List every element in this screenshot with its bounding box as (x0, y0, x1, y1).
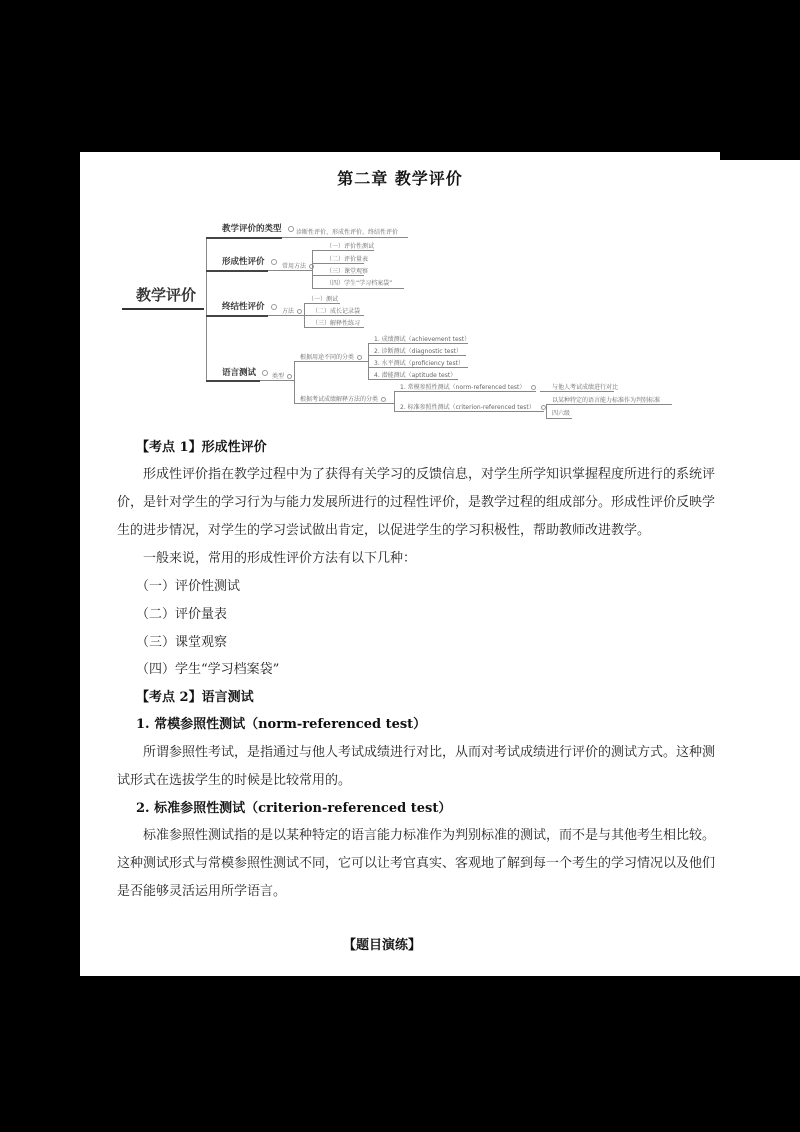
purpose-item: 2. 诊断测试（diagnostic test） (374, 348, 462, 355)
section1-intro: 一般来说，常用的形成性评价方法有以下几种： (143, 551, 417, 566)
leaf-underline (294, 403, 394, 404)
formative-item: （二）评价量表 (326, 256, 369, 263)
leaf-underline (304, 315, 364, 316)
leaf-underline (312, 288, 404, 289)
collapse-circle-icon (297, 309, 302, 314)
norm-referenced-paragraph: 所谓参照性考试，是指通过与他人考试成绩进行对比，从而对考试成绩进行评价的测试方式。这种测试形式在选拔学生的时候是比较常用的。 (117, 745, 716, 788)
leaf-underline (368, 355, 466, 356)
method-item: （二）评价量表 (136, 607, 228, 622)
formative-sub-label: 常用方法 (282, 261, 314, 270)
collapse-circle-icon (357, 355, 362, 360)
leaf-underline (260, 380, 294, 381)
leaf-underline (394, 411, 544, 412)
collapse-circle-icon (262, 370, 268, 376)
criterion-referenced-item: 2. 标准参照性测试（criterion-referenced test） (400, 402, 546, 411)
branch-summative: 终结性评价 (222, 300, 277, 312)
mind-map (0, 0, 800, 430)
leaf-underline (312, 250, 374, 251)
type-connector (294, 361, 295, 403)
root-connector (206, 237, 207, 380)
purpose-item: 1. 成绩测试（achievement test） (374, 336, 471, 343)
section1-heading: 【考点 1】形成性评价 (136, 440, 267, 455)
summative-sub-label: 方法 (282, 306, 302, 315)
branch-types: 教学评价的类型 (222, 222, 294, 234)
leaf-underline (546, 404, 672, 405)
criterion-referenced-heading: 2. 标准参照性测试（criterion-referenced test） (136, 801, 452, 816)
formative-connector (312, 250, 313, 288)
method-item: （一）评价性测试 (136, 579, 241, 594)
leaf-underline (294, 361, 368, 362)
mindmap-root: 教学评价 (136, 286, 197, 304)
branch-underline (206, 270, 268, 272)
criterion-note: 以某种特定的语言能力标准作为判别标准 (552, 397, 661, 404)
norm-note: 与他人考试成绩进行对比 (552, 384, 619, 391)
section2-heading: 【考点 2】语言测试 (136, 690, 254, 705)
collapse-circle-icon (271, 259, 277, 265)
formative-item: （一）评价性测试 (326, 243, 375, 250)
criterion-connector (546, 404, 547, 418)
collapse-circle-icon (531, 385, 536, 390)
branch-underline (206, 237, 282, 239)
leaf-underline (546, 418, 572, 419)
purpose-item: 3. 水平测试（proficiency test） (374, 360, 464, 367)
summative-item: （一）测试 (308, 296, 339, 303)
types-leaf: 诊断性评价、形成性评价、终结性评价 (296, 229, 399, 236)
group-by-interpretation: 根据考试成绩解释方法的分类 (300, 394, 386, 403)
leaf-underline (282, 237, 408, 238)
branch-formative: 形成性评价 (222, 255, 277, 267)
leaf-underline (368, 367, 468, 368)
collapse-circle-icon (287, 374, 292, 379)
formative-item: （四）学生“学习档案袋” (326, 280, 393, 287)
group-by-purpose: 根据用途不同的分类 (300, 352, 362, 361)
exercise-heading (0, 932, 800, 960)
branch-underline (206, 380, 260, 382)
norm-referenced-item: 1. 常模参照性测试（norm-referenced test） (400, 382, 536, 391)
purpose-item: 4. 潜能测试（aptitude test） (374, 372, 457, 379)
collapse-circle-icon (381, 397, 386, 402)
leaf-underline (394, 391, 536, 392)
branch-underline (206, 315, 268, 317)
collapse-circle-icon (271, 304, 277, 310)
leaf-underline (304, 327, 364, 328)
leaf-underline (312, 263, 364, 264)
root-underline (122, 308, 204, 310)
branch-language-test: 语言测试 (222, 366, 268, 378)
formative-item: （三）课堂观察 (326, 268, 369, 275)
leaf-underline (312, 275, 364, 276)
language-test-sub-label: 类型 (272, 371, 292, 380)
summative-item: （三）解释性练习 (312, 320, 361, 327)
section1-paragraph: 形成性评价指在教学过程中为了获得有关学习的反馈信息，对学生所学知识掌握程度所进行的系统评价，是针对学生的学习行为与能力发展所进行的过程性评价，是教学过程的组成部分。形成性评价反映学生的进步情况，对学生的学习尝试做出肯定，以促进学生的学习积极性，帮助教师改进教学。 (117, 467, 716, 538)
leaf-underline (268, 270, 312, 271)
collapse-circle-icon (288, 226, 294, 232)
method-item: （三）课堂观察 (136, 635, 228, 650)
leaf-underline (368, 343, 468, 344)
group2-connector (394, 391, 395, 411)
method-item: （四）学生“学习档案袋” (136, 662, 280, 677)
criterion-note: 四六级 (552, 410, 571, 417)
leaf-underline (540, 391, 614, 392)
chapter-title: 第二章 教学评价 (337, 169, 463, 188)
criterion-referenced-paragraph: 标准参照性测试指的是以某种特定的语言能力标准作为判别标准的测试，而不是与其他考生相比较。这种测试形式与常模参照性测试不同，它可以让考官真实、客观地了解到每一个考生的学习情况以及他们是否能够灵活运用所学语言。 (117, 828, 716, 899)
exercise-heading-text: 【题目演练】 (342, 938, 421, 953)
group1-connector (368, 343, 369, 379)
summative-item: （二）成长记录袋 (312, 308, 361, 315)
leaf-underline (368, 379, 458, 380)
leaf-underline (304, 303, 340, 304)
leaf-underline (268, 315, 304, 316)
norm-referenced-heading: 1. 常模参照性测试（norm-referenced test） (136, 717, 427, 732)
